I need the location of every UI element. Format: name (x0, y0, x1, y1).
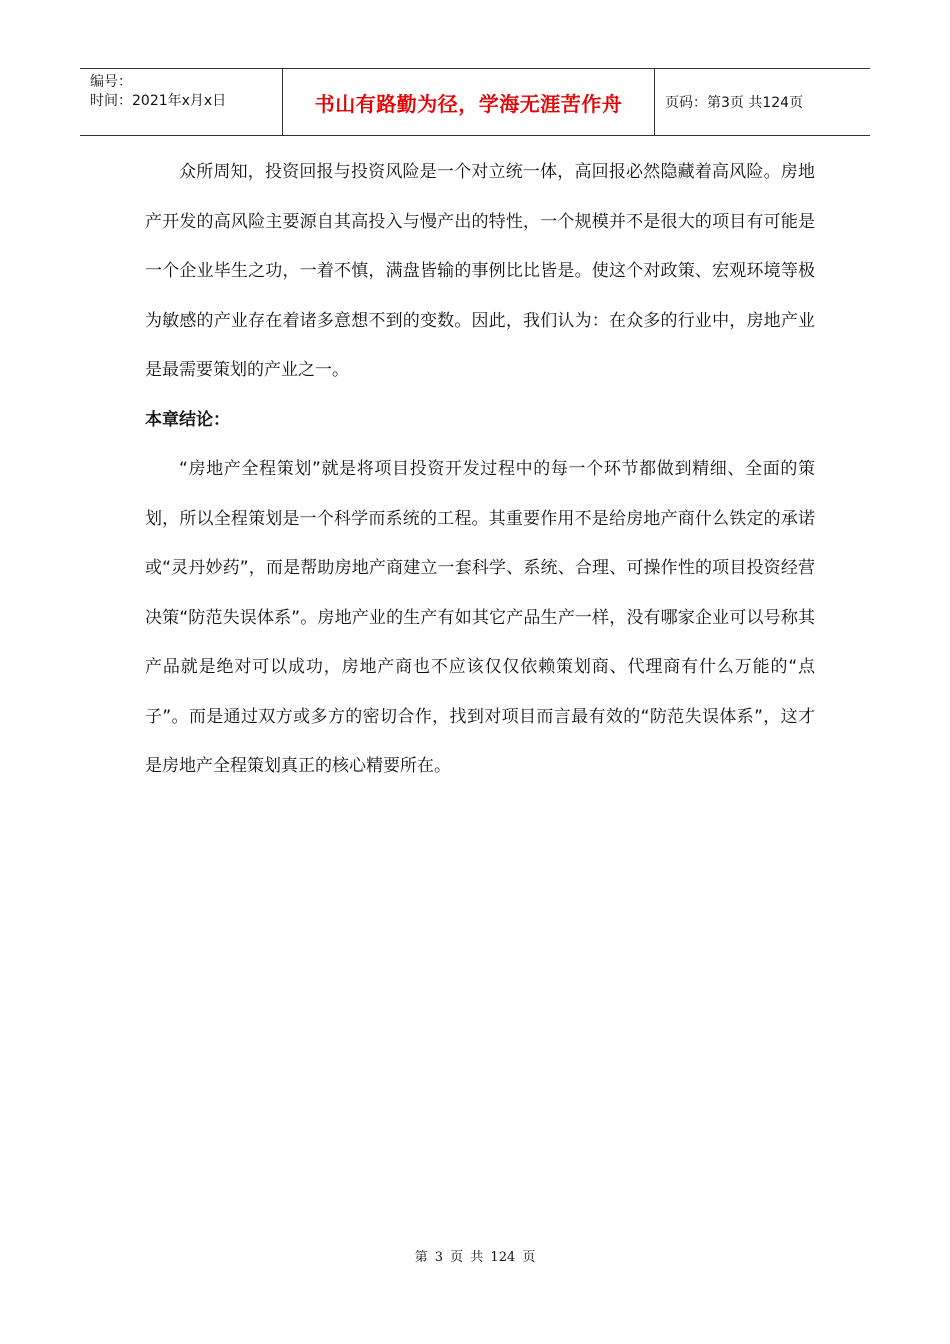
header-motto-cell (282, 69, 655, 135)
conclusion-heading: 本章结论： (145, 409, 230, 430)
document-header (80, 68, 870, 136)
body-paragraph-2: “房地产全程策划”就是将项目投资开发过程中的每一个环节都做到精细、全面的策划，所以全程策划是一个科学而系统的工程。其重要作用不是给房地产商什么铁定的承诺或“灵丹妙药”，而是帮助房地产商建立一套科学、系统、合理、可操作性的项目投资经营决策“防范失误体系”。房地产业的生产有如其它产品生产一样，没有哪家企业可以号称其产品就是绝对可以成功，房地产商也不应该仅仅依赖策划商、代理商有什么万能的“点子”。而是通过双方或多方的密切合作，找到对项目而言最有效的“防范失误体系”，这才是房地产全程策划真正的核心精要所在。 (145, 459, 815, 776)
header-meta-cell (80, 69, 282, 135)
header-page-cell (655, 69, 870, 135)
header-motto: 书山有路勤为径，学海无涯苦作舟 (314, 91, 623, 116)
document-number-label: 编号： (90, 74, 132, 90)
page-footer: 第 3 页 共 124 页 (414, 1250, 536, 1265)
document-body (145, 148, 815, 792)
header-page-info: 页码：第3页 共124页 (665, 95, 804, 111)
body-paragraph-1: 众所周知，投资回报与投资风险是一个对立统一体，高回报必然隐藏着高风险。房地产开发的高风险主要源自其高投入与慢产出的特性，一个规模并不是很大的项目有可能是一个企业毕生之功，一着不慎，满盘皆输的事例比比皆是。使这个对政策、宏观环境等极为敏感的产业存在着诸多意想不到的变数。因此，我们认为：在众多的行业中，房地产业是最需要策划的产业之一。 (145, 162, 815, 380)
document-time-label: 时间：2021年x月x日 (90, 93, 227, 109)
